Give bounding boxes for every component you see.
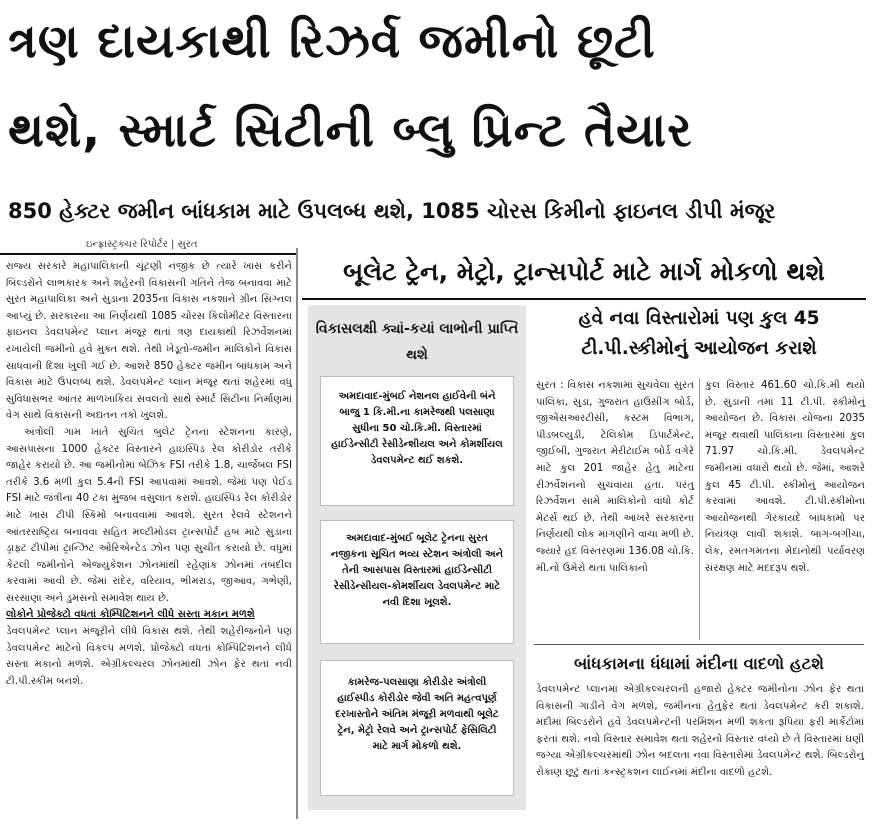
tp-schemes-headline: હવે નવા વિસ્તારોમાં પણ કુલ 45 ટી.પી.સ્કીમોનું આયોજન કરાશે [578, 308, 820, 359]
main-headline-line2: થશે, સ્માર્ટ સિટીની બ્લુ પ્રિન્ટ તૈયાર [8, 103, 693, 158]
left-para-1: રાજ્ય સરકારે મહાપાલિકાની ચૂંટણી નજીક છે ત્યારે ખાસ કરીને બિલ્ડરોને લાભકારક અને શહેરની વિકાસની ગતિને તેજ બનાવવા માટે સુરત મહાપાલિકા અને સુડાના 2035ના વિકાસ નકશાને ગ્રીન સિગ્નલ આપ્યું છે. સરકારના આ નિર્ણયથી 1085 ચોરસ કિલોમીટર વિસ્તારના ફાઇનલ ડેવલપમેન્ટ પ્લાન મંજૂર થતાં ત્રણ દાયકાથી રિઝર્વેશનમાં રખાયેલી જમીનો હવે મુક્ત થશે. તેથી ખેડૂતો-જમીન માલિકોને વિકાસ સાધવાની દિશા ખુલી ગઈ છે. આશરે 850 હેક્ટર જમીન બાંધકામ અને વિકાસ માટે ઉપલબ્ધ થશે. ડેવલપમેન્ટ પ્લાન મંજૂર થતાં શહેરમાં વધુ સુવિધાસભર આંતર માળખાકિય સવલતો સાથે સ્માર્ટ સિટીના નિર્માણમાં વેગ સાથે વિકાસની અદ્યતન તકો ખુલશે. [6, 261, 292, 422]
construction-body: ડેવલપમેન્ટ પ્લાનમાં એગ્રીકલ્ચરલની હજારો હેક્ટર જમીનોના ઝોન ફેર થતાં વિકાસની ગાડીને વેગ મળશે, જમીનના હેતુફેર થતાં ડેવલપમેન્ટ કરી શકાશે. મંદીમાં બિલ્ડરોને હવે ડેવલપમેન્ટની પરમિશન મળી શકતા રૂપિયા ફરી માર્કેટોમાં ફરતાં થશે. નવો વિસ્તાર સમાવેશ થતાં શહેરનો વિસ્તાર વધ્યો છે તે વિસ્તારમાં ઘણી જગ્યા એગ્રીકલ્ચરમાંથી ઝોન બદલતા નવા વિસ્તારોમાં ડેવલપમેન્ટ થશે. બિલ્ડરોનું રોકાણ છૂટું થતાં કન્સ્ટ્રકશન લાઈનમાં મંદીના વાદળો હટશે. [536, 684, 864, 778]
tp-col-divider [699, 378, 700, 640]
subheadline: 850 હેક્ટર જમીન બાંધકામ માટે ઉપલબ્ધ થશે, 1085 ચોરસ કિમીનો ફાઇનલ ડીપી મંજૂર [8, 199, 776, 223]
left-para-2: અંત્રોલી ગામ ખાતે સુચિત બુલેટ ટ્રેનના સ્ટેશનના કારણે, આસપાસના 1000 હેક્ટર વિસ્તારને હાઇસ્પિડ રેલ કોરીડોર તરીકે જાહેર કરાયો છે. આ જમીનોમાં બેઝિક FSI તરીકે 1.8, ચાર્જેબલ FSI તરીકે 3.6 મળી કુલ 5.4ની FSI આપવામાં આવશે. જેમાં પણ પેઈડ FSI માટે જંત્રીના 40 ટકા મુજબ વસુલાત કરાશે. હાઇસ્પિડ રેલ કોરીડોર માટે ખાસ ટીપી સ્કિમો બનાવવામાં આવશે. સુરત રેલવે સ્ટેશનને આંતરરાષ્ટ્રિય બનાવવા સહિત મલ્ટીમોડલ ટ્રાન્સપોર્ટ હબ માટે સુડાના ડ્રાફ્ટ ટીપીમાં ટ્રાન્ઝિટ ઓરિએન્ટેડ ઝોન પણ સુચીત કરાયો છે. વધુમાં કેટલી જમીનોને એજ્યુકેશન ઝોનમાંથી રહેણાંક ઝોનમાં તબદીલ કરવામાં આવી છે. જેમાં રાંદેર, વરિયાવ, ભીમરાડ, જીઆવ, ગભેણી, સરસાણા અને ડુમસનો સમાવેશ થાય છે. [6, 426, 292, 604]
sidebar-item-3: કામરેજ-પલસાણા કોરીડોર અંત્રોલી હાઈસ્પીડ કોરીડોર જેવી અતિ મહત્વપૂર્ણ દરખાસ્તોને અંતિમ મંજૂરી મળવાથી બૂલેટ ટ્રેન, મેટ્રો રેલવે અને ટ્રાન્સપોર્ટ ફેસિલિટી માટે માર્ગ મોકળો થશે. [320, 660, 514, 796]
left-para-3: ડેવલપમેન્ટ પ્લાન મંજૂરીને લીધે વિકાસ થશે. તેથી શહેરીજનોને પણ ડેવલપમેન્ટ માટેનો વિકલ્પ મળશે. પ્રોજેક્ટો વધતાં કોમ્પિટિશનને લીધે સસ્તા મકાનો મળશે. એગ્રીકલ્ચરલ ઝોનમાંથી ઝોન ફેર થતાં નવી ટી.પી.સ્કીમ બનશે. [6, 626, 292, 687]
byline: ઇન્ફ્રાસ્ટ્રક્ચર રિપોર્ટર | સુરત [86, 239, 198, 250]
column-divider [296, 248, 298, 819]
main-headline-line1: ત્રણ દાયકાથી રિઝર્વ જમીનો છૂટી [8, 14, 656, 69]
tp-schemes-col-a: સુરત : વિકાસ નકશામાં સુચવેલા સુરત પાલિકા, સુડા, ગુજરાત હાઉસીંગ બોર્ડ, જીએસઆરટીસી, કસ્ટમ વિભાગ, પીડબલ્યુડી, ટેલિકોમ ડિપાર્ટમેન્ટ, જીઈબી, ગુજરાત મેરીટાઈમ બોર્ડ વગેરે માટે કુલ 201 જાહેર હેતુ માટેના રીઝર્વેશનનો સુચવાયા હતા. પરંતુ રિઝર્વેશન સામે માલિકોનો વાંધો કોર્ટ મેટર્સ થઈ છે. તેથી આખરે સરકારના નિર્ણયથી લોક માંગણીને વાચા મળી છે. જ્યારે હદ વિસ્તરણમાં 136.08 ચો.કિ. મી.નો ઉમેરો થતાં પાલિકાનો [536, 380, 694, 574]
tp-schemes-col-b: કુલ વિસ્તાર 461.60 ચો.કિ.મી થયો છે. સુડાની તમાં 11 ટી.પી. સ્કીમોનું આયોજન છે. વિકાસ યોજના 2035 મંજૂર થવાથી પાલિકાના વિસ્તારમાં કુલ 71.97 ચો.કિ.મી. ડેવલપમેન્ટ જમીનમાં વધારો થયો છે. જેમાં, આશરે કુલ 45 ટી.પી. સ્કીમોનું આયોજન કરવામાં આવશે. ટી.પી.સ્કીમોના આયોજનથી ગેરકાયદે બાંધકામો પર નિયંત્રણ લાવી શકાશે. બાગ-બગીચા, લેક, રમતગમતના મેદાનોથી પર્યાવરણ સંરક્ષણ માટે મદદરૂપ થશે. [705, 380, 865, 574]
bullet-headline-rule [302, 298, 866, 300]
sidebar-item-1: અમદાવાદ-મુંબઈ નેશનલ હાઈવેની બંને બાજુ 1 કિ.મી.ના કામરેજથી પલસાણા સુધીના 50 ચો.કિ.મી. વિસ્તારમાં હાઈડેન્સીટી રેસીડેન્શીયલ અને કોમર્શીયલ ડેવલપમેન્ટ થઈ શકશે. [320, 376, 514, 506]
sidebar-title: વિકાસલક્ષી ક્યાં-કયાં લાભોની પ્રાપ્તિ થશે [315, 321, 519, 363]
bottom-section-rule [534, 644, 864, 645]
sidebar-item-2: અમદાવાદ-મુંબઈ બૂલેટ ટ્રેનના સુરત નજીકના સૂચિત ભવ્ય સ્ટેશન અંત્રોલી અને તેની આસપાસ વિસ્તારમાં હાઈડેન્સીટી રેસીડેન્સીયલ-કોમર્શીયલ ડેવલપમેન્ટ માટે નવી દિશા ખૂલશે. [320, 520, 514, 644]
bullet-headline: બૂલેટ ટ્રેન, મેટ્રો, ટ્રાન્સપોર્ટ માટે માર્ગ મોકળો થશે [343, 257, 825, 286]
left-column [6, 259, 292, 690]
left-top-rule [0, 253, 296, 255]
construction-headline: બાંધકામના ધંધામાં મંદીના વાદળો હટશે [574, 654, 824, 673]
left-subhead: લોકોને પ્રોજેક્ટો વધતાં કોમ્પિટિશનને લીધે સસ્તા મકાન મળશે [6, 609, 255, 621]
